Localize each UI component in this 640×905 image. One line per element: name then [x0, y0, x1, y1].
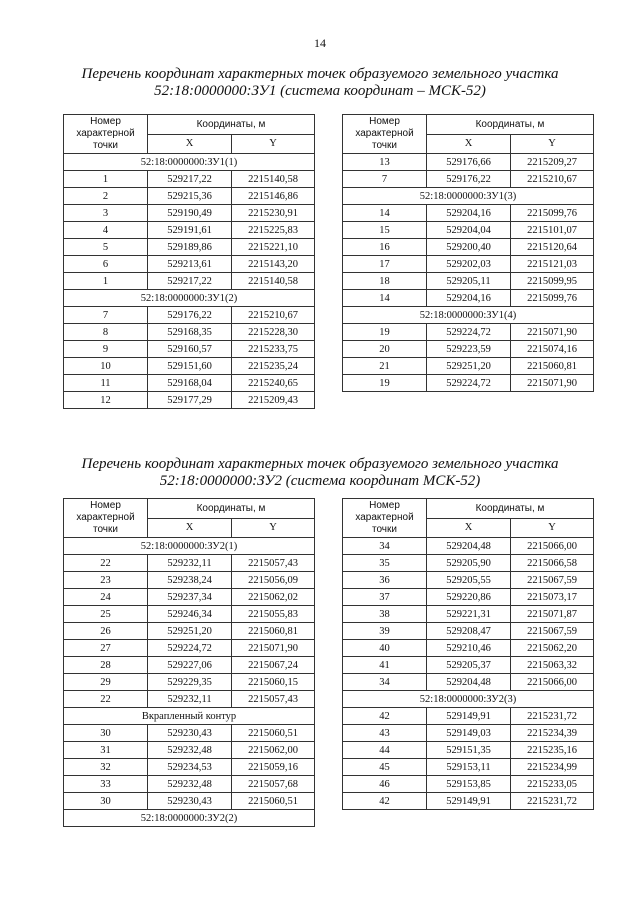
table-row	[64, 776, 315, 793]
y-coordinate: 2215057,68	[232, 776, 315, 793]
section-row	[343, 188, 594, 205]
x-coordinate: 529220,86	[427, 589, 511, 606]
point-number: 13	[343, 154, 427, 171]
y-coordinate: 2215234,99	[511, 759, 594, 776]
point-number: 25	[64, 606, 148, 623]
point-number: 18	[343, 273, 427, 290]
title-line: 52:18:0000000:ЗУ2 (система координат МСК-52)	[159, 473, 481, 489]
section-label: 52:18:0000000:ЗУ1(2)	[64, 290, 315, 307]
y-coordinate: 2215071,90	[232, 640, 315, 657]
table-row	[343, 776, 594, 793]
table-row	[64, 256, 315, 273]
x-coordinate: 529204,16	[427, 290, 511, 307]
table-row	[64, 589, 315, 606]
y-coordinate: 2215228,30	[232, 324, 315, 341]
point-number: 30	[64, 725, 148, 742]
section-label: 52:18:0000000:ЗУ1(3)	[343, 188, 594, 205]
coordinates-header: Координаты, м	[148, 499, 315, 519]
x-coordinate: 529224,72	[148, 640, 232, 657]
table-row	[343, 725, 594, 742]
point-number: 43	[343, 725, 427, 742]
point-number-header: Номер характерной точки	[343, 499, 427, 538]
y-coordinate: 2215056,09	[232, 572, 315, 589]
point-number: 28	[64, 657, 148, 674]
table-row	[64, 358, 315, 375]
table-row	[64, 555, 315, 572]
table-row	[343, 239, 594, 256]
x-coordinate: 529205,37	[427, 657, 511, 674]
x-coordinate: 529213,61	[148, 256, 232, 273]
y-coordinate: 2215062,00	[232, 742, 315, 759]
x-coordinate: 529210,46	[427, 640, 511, 657]
section-row	[64, 708, 315, 725]
point-number: 24	[64, 589, 148, 606]
table-row	[343, 256, 594, 273]
point-number: 42	[343, 793, 427, 810]
point-number-header: Номер характерной точки	[64, 115, 148, 154]
point-number: 35	[343, 555, 427, 572]
y-coordinate: 2215063,32	[511, 657, 594, 674]
table-row	[343, 358, 594, 375]
point-number: 17	[343, 256, 427, 273]
y-coordinate: 2215062,02	[232, 589, 315, 606]
x-header: X	[427, 134, 511, 154]
point-number: 3	[64, 205, 148, 222]
y-coordinate: 2215235,16	[511, 742, 594, 759]
x-coordinate: 529205,11	[427, 273, 511, 290]
x-coordinate: 529217,22	[148, 171, 232, 188]
x-coordinate: 529149,91	[427, 708, 511, 725]
point-number: 20	[343, 341, 427, 358]
y-coordinate: 2215221,10	[232, 239, 315, 256]
x-coordinate: 529168,35	[148, 324, 232, 341]
point-number: 36	[343, 572, 427, 589]
point-number: 23	[64, 572, 148, 589]
point-number: 33	[64, 776, 148, 793]
y-coordinate: 2215146,86	[232, 188, 315, 205]
point-number: 19	[343, 375, 427, 392]
point-number: 39	[343, 623, 427, 640]
point-number-header: Номер характерной точки	[343, 115, 427, 154]
table-row	[343, 273, 594, 290]
y-coordinate: 2215210,67	[511, 171, 594, 188]
y-coordinate: 2215231,72	[511, 793, 594, 810]
table-row	[64, 171, 315, 188]
y-coordinate: 2215233,05	[511, 776, 594, 793]
y-coordinate: 2215143,20	[232, 256, 315, 273]
x-coordinate: 529205,90	[427, 555, 511, 572]
x-coordinate: 529246,34	[148, 606, 232, 623]
section-2-title	[0, 456, 640, 490]
table-row	[64, 341, 315, 358]
y-coordinate: 2215066,00	[511, 538, 594, 555]
x-coordinate: 529224,72	[427, 375, 511, 392]
y-coordinate: 2215101,07	[511, 222, 594, 239]
point-number: 40	[343, 640, 427, 657]
x-coordinate: 529160,57	[148, 341, 232, 358]
y-coordinate: 2215060,15	[232, 674, 315, 691]
table-row	[64, 188, 315, 205]
y-coordinate: 2215140,58	[232, 171, 315, 188]
x-coordinate: 529202,03	[427, 256, 511, 273]
y-coordinate: 2215074,16	[511, 341, 594, 358]
point-number: 42	[343, 708, 427, 725]
point-number: 8	[64, 324, 148, 341]
y-coordinate: 2215060,81	[232, 623, 315, 640]
y-coordinate: 2215060,51	[232, 725, 315, 742]
table-row	[64, 691, 315, 708]
point-number: 15	[343, 222, 427, 239]
point-number: 19	[343, 324, 427, 341]
x-coordinate: 529204,48	[427, 538, 511, 555]
header-row	[64, 115, 315, 135]
point-number: 22	[64, 555, 148, 572]
x-coordinate: 529251,20	[427, 358, 511, 375]
table-row	[64, 606, 315, 623]
x-coordinate: 529208,47	[427, 623, 511, 640]
table-row	[64, 657, 315, 674]
x-coordinate: 529238,24	[148, 572, 232, 589]
point-number: 7	[343, 171, 427, 188]
x-coordinate: 529191,61	[148, 222, 232, 239]
x-coordinate: 529229,35	[148, 674, 232, 691]
table-row	[64, 239, 315, 256]
y-coordinate: 2215240,65	[232, 375, 315, 392]
point-number: 31	[64, 742, 148, 759]
table-row	[343, 375, 594, 392]
section-row	[64, 154, 315, 171]
point-number: 16	[343, 239, 427, 256]
point-number: 44	[343, 742, 427, 759]
section-label: Вкрапленный контур	[64, 708, 315, 725]
y-coordinate: 2215060,51	[232, 793, 315, 810]
coordinates-table-zu1-right	[342, 114, 594, 392]
title-line: Перечень координат характерных точек образуемого земельного участка	[81, 456, 559, 472]
y-header: Y	[232, 518, 315, 538]
x-coordinate: 529230,43	[148, 725, 232, 742]
y-coordinate: 2215099,76	[511, 205, 594, 222]
point-number: 41	[343, 657, 427, 674]
table-row	[64, 392, 315, 409]
y-coordinate: 2215057,43	[232, 555, 315, 572]
y-coordinate: 2215140,58	[232, 273, 315, 290]
x-header: X	[148, 518, 232, 538]
point-number: 7	[64, 307, 148, 324]
section-label: 52:18:0000000:ЗУ2(1)	[64, 538, 315, 555]
y-coordinate: 2215233,75	[232, 341, 315, 358]
y-coordinate: 2215067,24	[232, 657, 315, 674]
table-row	[343, 555, 594, 572]
header-row	[343, 499, 594, 519]
point-number: 29	[64, 674, 148, 691]
section-label: 52:18:0000000:ЗУ2(3)	[343, 691, 594, 708]
y-coordinate: 2215235,24	[232, 358, 315, 375]
table-row	[343, 793, 594, 810]
x-coordinate: 529153,85	[427, 776, 511, 793]
x-coordinate: 529149,91	[427, 793, 511, 810]
table-row	[343, 324, 594, 341]
y-coordinate: 2215121,03	[511, 256, 594, 273]
x-coordinate: 529151,60	[148, 358, 232, 375]
y-coordinate: 2215067,59	[511, 623, 594, 640]
x-coordinate: 529232,11	[148, 555, 232, 572]
table-row	[64, 307, 315, 324]
table-row	[343, 742, 594, 759]
y-coordinate: 2215099,76	[511, 290, 594, 307]
table-row	[343, 674, 594, 691]
x-coordinate: 529176,22	[427, 171, 511, 188]
table-row	[64, 205, 315, 222]
table-row	[64, 640, 315, 657]
table-row	[64, 759, 315, 776]
table-row	[64, 793, 315, 810]
x-coordinate: 529204,04	[427, 222, 511, 239]
point-number: 14	[343, 205, 427, 222]
x-coordinate: 529177,29	[148, 392, 232, 409]
point-number: 1	[64, 273, 148, 290]
point-number: 10	[64, 358, 148, 375]
y-coordinate: 2215234,39	[511, 725, 594, 742]
x-coordinate: 529232,48	[148, 776, 232, 793]
y-coordinate: 2215209,27	[511, 154, 594, 171]
section-label: 52:18:0000000:ЗУ2(2)	[64, 810, 315, 827]
point-number: 6	[64, 256, 148, 273]
x-coordinate: 529232,11	[148, 691, 232, 708]
y-coordinate: 2215059,16	[232, 759, 315, 776]
y-coordinate: 2215099,95	[511, 273, 594, 290]
table-row	[343, 222, 594, 239]
x-coordinate: 529221,31	[427, 606, 511, 623]
x-coordinate: 529215,36	[148, 188, 232, 205]
x-coordinate: 529237,34	[148, 589, 232, 606]
table-row	[343, 154, 594, 171]
table-row	[343, 657, 594, 674]
table-row	[64, 623, 315, 640]
section-label: 52:18:0000000:ЗУ1(1)	[64, 154, 315, 171]
y-coordinate: 2215225,83	[232, 222, 315, 239]
x-coordinate: 529217,22	[148, 273, 232, 290]
table-row	[343, 171, 594, 188]
coordinates-header: Координаты, м	[148, 115, 315, 135]
coordinates-table-zu2-right	[342, 498, 594, 810]
table-row	[343, 759, 594, 776]
x-coordinate: 529223,59	[427, 341, 511, 358]
x-coordinate: 529189,86	[148, 239, 232, 256]
x-coordinate: 529234,53	[148, 759, 232, 776]
y-coordinate: 2215231,72	[511, 708, 594, 725]
point-number: 34	[343, 674, 427, 691]
y-header: Y	[511, 518, 594, 538]
x-coordinate: 529204,48	[427, 674, 511, 691]
y-coordinate: 2215071,87	[511, 606, 594, 623]
point-number: 27	[64, 640, 148, 657]
table-row	[343, 205, 594, 222]
y-coordinate: 2215057,43	[232, 691, 315, 708]
section-row	[343, 691, 594, 708]
page-number: 14	[314, 36, 326, 50]
table-row	[343, 623, 594, 640]
section-row	[64, 290, 315, 307]
table-row	[343, 708, 594, 725]
x-header: X	[427, 518, 511, 538]
x-coordinate: 529176,66	[427, 154, 511, 171]
point-number: 22	[64, 691, 148, 708]
y-header: Y	[511, 134, 594, 154]
table-row	[64, 674, 315, 691]
coordinates-header: Координаты, м	[427, 115, 594, 135]
y-coordinate: 2215055,83	[232, 606, 315, 623]
point-number: 46	[343, 776, 427, 793]
y-header: Y	[232, 134, 315, 154]
table-row	[343, 606, 594, 623]
y-coordinate: 2215062,20	[511, 640, 594, 657]
x-coordinate: 529224,72	[427, 324, 511, 341]
section-1-title	[0, 66, 640, 100]
y-coordinate: 2215067,59	[511, 572, 594, 589]
point-number: 12	[64, 392, 148, 409]
y-coordinate: 2215071,90	[511, 375, 594, 392]
table-row	[64, 725, 315, 742]
point-number: 34	[343, 538, 427, 555]
x-coordinate: 529227,06	[148, 657, 232, 674]
x-coordinate: 529149,03	[427, 725, 511, 742]
table-row	[343, 589, 594, 606]
x-coordinate: 529176,22	[148, 307, 232, 324]
header-row	[64, 499, 315, 519]
point-number: 32	[64, 759, 148, 776]
point-number: 37	[343, 589, 427, 606]
section-row	[64, 810, 315, 827]
point-number: 45	[343, 759, 427, 776]
point-number: 5	[64, 239, 148, 256]
y-coordinate: 2215066,58	[511, 555, 594, 572]
section-row	[343, 307, 594, 324]
table-row	[343, 538, 594, 555]
coordinates-header: Координаты, м	[427, 499, 594, 519]
x-coordinate: 529151,35	[427, 742, 511, 759]
y-coordinate: 2215209,43	[232, 392, 315, 409]
title-line: Перечень координат характерных точек образуемого земельного участка	[81, 66, 559, 82]
table-row	[64, 375, 315, 392]
x-coordinate: 529230,43	[148, 793, 232, 810]
y-coordinate: 2215066,00	[511, 674, 594, 691]
x-coordinate: 529153,11	[427, 759, 511, 776]
coordinates-table-zu1-left	[63, 114, 315, 409]
point-number: 2	[64, 188, 148, 205]
point-number: 38	[343, 606, 427, 623]
header-row	[343, 115, 594, 135]
table-row	[64, 742, 315, 759]
table-row	[64, 572, 315, 589]
point-number: 9	[64, 341, 148, 358]
table-row	[343, 572, 594, 589]
point-number: 4	[64, 222, 148, 239]
point-number: 26	[64, 623, 148, 640]
y-coordinate: 2215210,67	[232, 307, 315, 324]
point-number: 21	[343, 358, 427, 375]
y-coordinate: 2215060,81	[511, 358, 594, 375]
x-coordinate: 529205,55	[427, 572, 511, 589]
section-label: 52:18:0000000:ЗУ1(4)	[343, 307, 594, 324]
y-coordinate: 2215120,64	[511, 239, 594, 256]
y-coordinate: 2215071,90	[511, 324, 594, 341]
table-row	[343, 341, 594, 358]
table-row	[343, 290, 594, 307]
table-row	[64, 273, 315, 290]
x-coordinate: 529204,16	[427, 205, 511, 222]
section-row	[64, 538, 315, 555]
table-row	[343, 640, 594, 657]
x-coordinate: 529200,40	[427, 239, 511, 256]
y-coordinate: 2215230,91	[232, 205, 315, 222]
x-coordinate: 529251,20	[148, 623, 232, 640]
point-number-header: Номер характерной точки	[64, 499, 148, 538]
coordinates-table-zu2-left	[63, 498, 315, 827]
point-number: 1	[64, 171, 148, 188]
y-coordinate: 2215073,17	[511, 589, 594, 606]
x-coordinate: 529168,04	[148, 375, 232, 392]
x-coordinate: 529190,49	[148, 205, 232, 222]
x-coordinate: 529232,48	[148, 742, 232, 759]
table-row	[64, 324, 315, 341]
title-line: 52:18:0000000:ЗУ1 (система координат – МСК-52)	[154, 83, 486, 99]
point-number: 14	[343, 290, 427, 307]
point-number: 11	[64, 375, 148, 392]
x-header: X	[148, 134, 232, 154]
table-row	[64, 222, 315, 239]
point-number: 30	[64, 793, 148, 810]
